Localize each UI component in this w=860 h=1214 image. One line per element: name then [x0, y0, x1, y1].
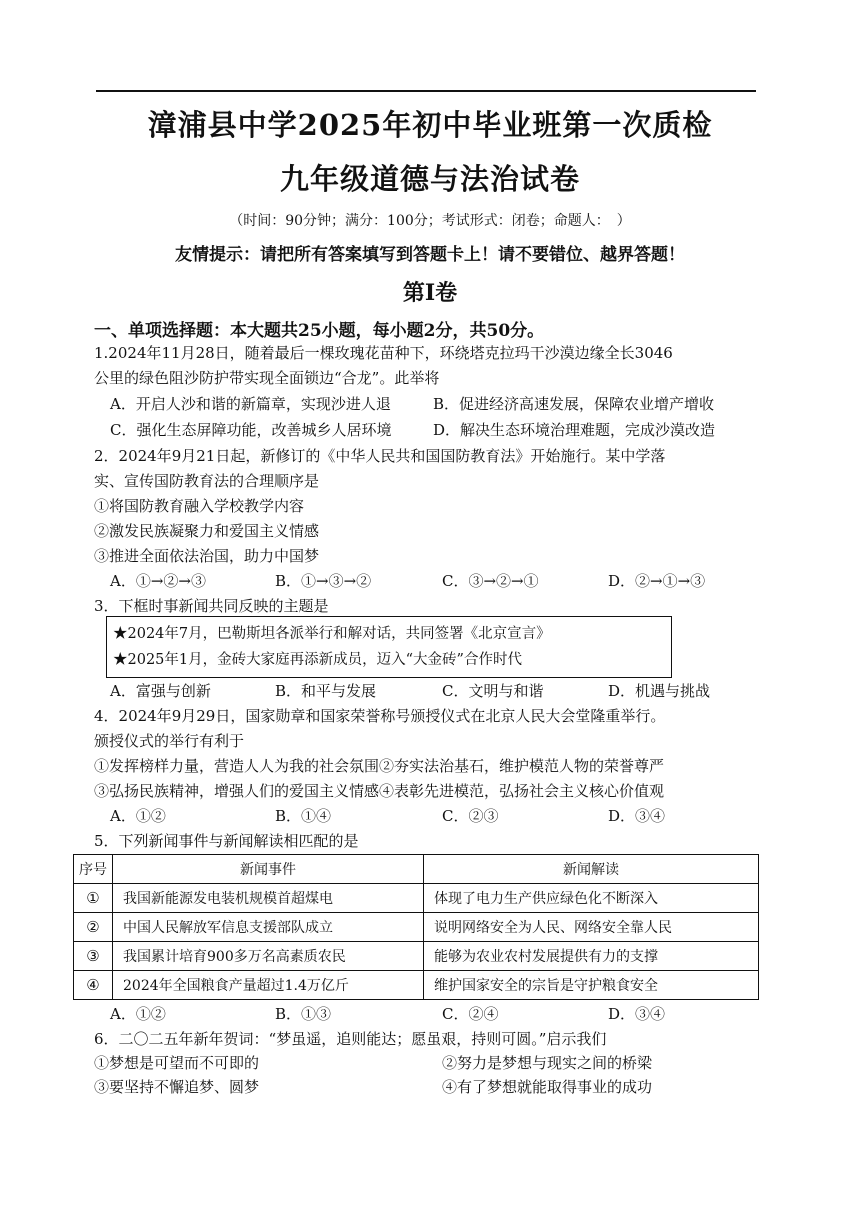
q6-statement-2: ②努力是梦想与现实之间的桥梁 [442, 1054, 653, 1072]
q5-option-a: A．①② [110, 1005, 166, 1023]
q2-statement-2: ②激发民族凝聚力和爱国主义情感 [94, 522, 320, 540]
q2-stem-line2: 实、宣传国防教育法的合理顺序是 [94, 472, 320, 490]
q4-option-c: C．②③ [442, 807, 499, 825]
q3-option-d: D．机遇与挑战 [608, 682, 711, 700]
q1-stem-line2: 公里的绿色阻沙防护带实现全面锁边“合龙”。此举将 [94, 369, 440, 387]
header-rule [96, 90, 756, 92]
q1-option-a: A．开启人沙和谐的新篇章，实现沙进人退 [110, 395, 391, 413]
q4-statements-12: ①发挥榜样力量，营造人人为我的社会氛围②夯实法治基石，维护模范人物的荣誉尊严 [94, 757, 665, 775]
q3-option-c: C．文明与和谐 [442, 682, 544, 700]
volume-heading: 第Ⅰ卷 [402, 280, 458, 306]
row-event: 中国人民解放军信息支援部队成立 [113, 913, 424, 942]
row-reading: 能够为农业农村发展提供有力的支撑 [424, 942, 759, 971]
q3-option-a: A．富强与创新 [110, 682, 211, 700]
section-heading: 一、单项选择题：本大题共25小题，每小题2分，共50分。 [94, 321, 545, 341]
q6-stem: 6．二〇二五年新年贺词：“梦虽遥，追则能达；愿虽艰，持则可圆。”启示我们 [94, 1030, 607, 1048]
q2-option-b: B．①→③→② [275, 572, 372, 590]
q6-statement-3: ③要坚持不懈追梦、圆梦 [94, 1078, 260, 1096]
exam-subtitle: 九年级道德与法治试卷 [279, 162, 580, 196]
column-header-no: 序号 [74, 855, 113, 884]
q2-statement-1: ①将国防教育融入学校教学内容 [94, 497, 305, 515]
row-number: ③ [74, 942, 113, 971]
q2-statement-3: ③推进全面依法治国，助力中国梦 [94, 547, 320, 565]
row-number: ④ [74, 971, 113, 1000]
table-row [74, 884, 759, 913]
row-number: ② [74, 913, 113, 942]
q4-stem-line2: 颁授仪式的举行有利于 [94, 732, 245, 750]
q3-news-box [106, 616, 672, 678]
row-reading: 说明网络安全为人民、网络安全靠人民 [424, 913, 759, 942]
exam-title: 漳浦县中学2025年初中毕业班第一次质检 [147, 108, 713, 142]
table-row [74, 971, 759, 1000]
q4-option-a: A．①② [110, 807, 166, 825]
q4-stem-line1: 4．2024年9月29日，国家勋章和国家荣誉称号颁授仪式在北京人民大会堂隆重举行。 [94, 707, 666, 725]
q2-option-d: D．②→①→③ [608, 572, 706, 590]
q5-option-c: C．②④ [442, 1005, 499, 1023]
row-reading: 体现了电力生产供应绿色化不断深入 [424, 884, 759, 913]
q1-stem-line1: 1.2024年11月28日，随着最后一棵玫瑰花苗种下，环绕塔克拉玛干沙漠边缘全长3046 [94, 344, 673, 362]
column-header-reading: 新闻解读 [424, 855, 759, 884]
q4-option-b: B．①④ [275, 807, 332, 825]
q5-stem: 5．下列新闻事件与新闻解读相匹配的是 [94, 832, 359, 850]
exam-meta: （时间：90分钟；满分：100分；考试形式：闭卷；命题人： ） [229, 213, 631, 229]
q5-option-b: B．①③ [275, 1005, 332, 1023]
q5-option-d: D．③④ [608, 1005, 666, 1023]
q2-option-a: A．①→②→③ [110, 572, 206, 590]
table-row [74, 913, 759, 942]
exam-tip: 友情提示：请把所有答案填写到答题卡上！请不要错位、越界答题！ [175, 245, 685, 265]
table-header-row [74, 855, 759, 884]
q4-statements-34: ③弘扬民族精神，增强人们的爱国主义情感④表彰先进模范，弘扬社会主义核心价值观 [94, 782, 665, 800]
q1-option-b: B．促进经济高速发展，保障农业增产增收 [433, 395, 715, 413]
row-event: 我国新能源发电装机规模首超煤电 [113, 884, 424, 913]
table-row [74, 942, 759, 971]
row-event: 我国累计培育900多万名高素质农民 [113, 942, 424, 971]
column-header-event: 新闻事件 [113, 855, 424, 884]
q2-stem-line1: 2．2024年9月21日起，新修订的《中华人民共和国国防教育法》开始施行。某中学落 [94, 447, 666, 465]
q1-option-c: C．强化生态屏障功能，改善城乡人居环境 [110, 421, 392, 439]
row-reading: 维护国家安全的宗旨是守护粮食安全 [424, 971, 759, 1000]
row-event: 2024年全国粮食产量超过1.4万亿斤 [113, 971, 424, 1000]
q6-statement-4: ④有了梦想就能取得事业的成功 [442, 1078, 653, 1096]
q3-option-b: B．和平与发展 [275, 682, 377, 700]
row-number: ① [74, 884, 113, 913]
q5-news-table [73, 854, 759, 1000]
q3-news-item-2: ★2025年1月，金砖大家庭再添新成员，迈入“大金砖”合作时代 [113, 652, 522, 668]
q4-option-d: D．③④ [608, 807, 666, 825]
q3-stem: 3．下框时事新闻共同反映的主题是 [94, 597, 329, 615]
q3-news-item-1: ★2024年7月，巴勒斯坦各派举行和解对话，共同签署《北京宣言》 [113, 626, 551, 642]
q2-option-c: C．③→②→① [442, 572, 539, 590]
q1-option-d: D．解决生态环境治理难题，完成沙漠改造 [433, 421, 716, 439]
q6-statement-1: ①梦想是可望而不可即的 [94, 1054, 260, 1072]
